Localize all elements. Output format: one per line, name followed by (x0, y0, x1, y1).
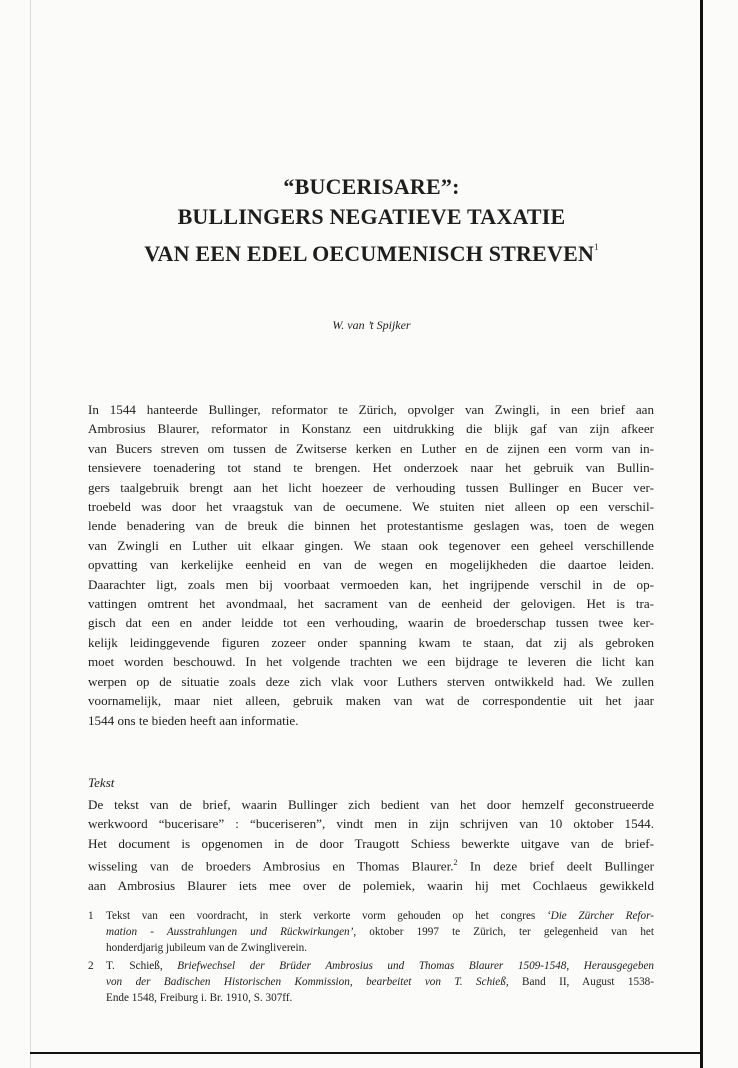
paragraph-line (88, 853, 654, 876)
paragraph-line: moet worden beschouwd. In het volgende trachten we een bijdrage te leveren die licht kan (88, 654, 654, 670)
paragraph-line: opvatting van kerkelijke eenheid en van de wegen en mogelijkheden die daartoe leiden. (88, 557, 654, 573)
paragraph-line: van Bucers streven om tussen de Zwitserse kerken en Luther en de zijnen een vorm van in- (88, 440, 654, 456)
paragraph-line: voornamelijk, maar niet alleen, gebruik maken van wat de correspondentie uit het jaar (88, 693, 654, 709)
footnote-text: Band II, August 1538- (508, 976, 654, 989)
footnote-2 (88, 958, 654, 1007)
paragraph-line: troebeld was door het vraagstuk van de oecumene. We stuiten niet alleen op een verschil- (88, 499, 654, 515)
footnote-number: 2 (88, 960, 94, 972)
paragraph-line: gers taalgebruik brengt aan het licht hoezeer de verhouding tussen Bullinger en Bucer ver- (88, 479, 654, 495)
page-edge-right (700, 0, 703, 1068)
footnote-line (106, 958, 654, 974)
author-name: W. van ’t Spijker (332, 318, 411, 332)
paragraph-line: lende benadering van de breuk die binnen het protestantisme geslagen was, toen de wegen (88, 518, 654, 534)
footnote-italic: Briefwechsel der Brüder Ambrosius und Thomas Blaurer 1509-1548, Herausgegeben (177, 960, 654, 972)
footnote-number: 1 (88, 910, 94, 922)
footnote-italic: mation - Ausstrahlungen und Rückwirkungen’ (106, 926, 354, 939)
paragraph-2 (88, 795, 654, 895)
footnote-line: Ende 1548, Freiburg i. Br. 1910, S. 307ff. (106, 992, 293, 1005)
footnote-line (106, 974, 654, 990)
paragraph-line: werkwoord “bucerisare” : “buceriseren”, vindt men in zijn schrijven van 10 oktober 1544. (88, 816, 654, 832)
title-footnote-ref: 1 (594, 242, 599, 252)
footnote-text: , oktober 1997 te Zürich, ter gelegenheid van het (353, 926, 654, 939)
paragraph-line: 1544 ons te bieden heeft aan informatie. (88, 712, 299, 728)
paragraph-line: gisch dat een en ander leidde tot een verhouding, waarin de broederschap tussen twee ker- (88, 615, 654, 631)
paragraph-line: kelijk leidinggevende figuren zozeer onder spanning kwam te staan, dat zij als gebroken (88, 634, 654, 650)
paragraph-line-text: wisseling van de broeders Ambrosius en Thomas Blaurer. (88, 858, 454, 874)
paragraph-line: De tekst van de brief, waarin Bullinger zich bedient van het door hemzelf geconstrueerde (88, 797, 654, 812)
footnote-ref-2: 2 (453, 858, 458, 868)
footnote-italic: von der Badischen Historischen Kommission, bearbeitet von T. Schieß, (106, 976, 509, 989)
paragraph-line: vattingen omtrent het avondmaal, het sacrament van de eenheid der gelovigen. Het is tra- (88, 596, 654, 612)
paragraph-line: van Zwingli en Luther uit elkaar gingen. We staan ook tegenover een geheel verschillende (88, 537, 654, 553)
footnote-text: Tekst van een voordracht, in sterk verkorte vorm gehouden op het congres (106, 910, 547, 922)
paragraph-line-tail: In deze brief deelt Bullinger (457, 858, 654, 874)
page-edge-bottom (30, 1052, 703, 1054)
paragraph-line: Ambrosius Blaurer, reformator in Konstanz een uitdrukking die blijk gaf van zijn afkeer (88, 421, 654, 437)
paragraph-line: werpen op de situatie zoals deze zich vlak voor Luthers sterven ontwikkeld had. We zullen (88, 673, 654, 689)
title-line-3 (85, 232, 658, 269)
section-heading: Tekst (88, 775, 115, 790)
footnote-1 (88, 908, 654, 957)
page-edge-left (30, 0, 31, 1068)
title-line-1: “BUCERISARE”: (283, 174, 460, 199)
article-title (85, 172, 658, 269)
paragraph-line: aan Ambrosius Blaurer iets mee over de polemiek, waarin hij met Cochlaeus gewikkeld (88, 877, 654, 893)
footnote-text: T. Schieß, (106, 960, 178, 972)
title-line-2: BULLINGERS NEGATIEVE TAXATIE (177, 204, 566, 229)
paragraph-1 (88, 400, 654, 730)
paragraph-line: tensievere toenadering tot stand te brengen. Het onderzoek naar het gebruik van Bullin- (88, 460, 654, 476)
title-line-3-text: VAN EEN EDEL OECUMENISCH STREVEN (144, 241, 595, 266)
paragraph-line: Daarachter ligt, zoals men bij voorbaat vermoeden kan, het ingrijpende verschil in de op- (88, 576, 654, 592)
footnote-line (106, 924, 654, 940)
footnote-italic: ‘Die Zürcher Refor- (546, 910, 654, 922)
footnote-line (106, 908, 654, 924)
footnote-line: honderdjarig jubileum van de Zwingliverein. (106, 942, 308, 955)
paragraph-line: Het document is opgenomen in de door Traugott Schiess bewerkte uitgave van de brief- (88, 835, 654, 851)
paragraph-line: In 1544 hanteerde Bullinger, reformator te Zürich, opvolger van Zwingli, in een brief aan (88, 402, 654, 417)
